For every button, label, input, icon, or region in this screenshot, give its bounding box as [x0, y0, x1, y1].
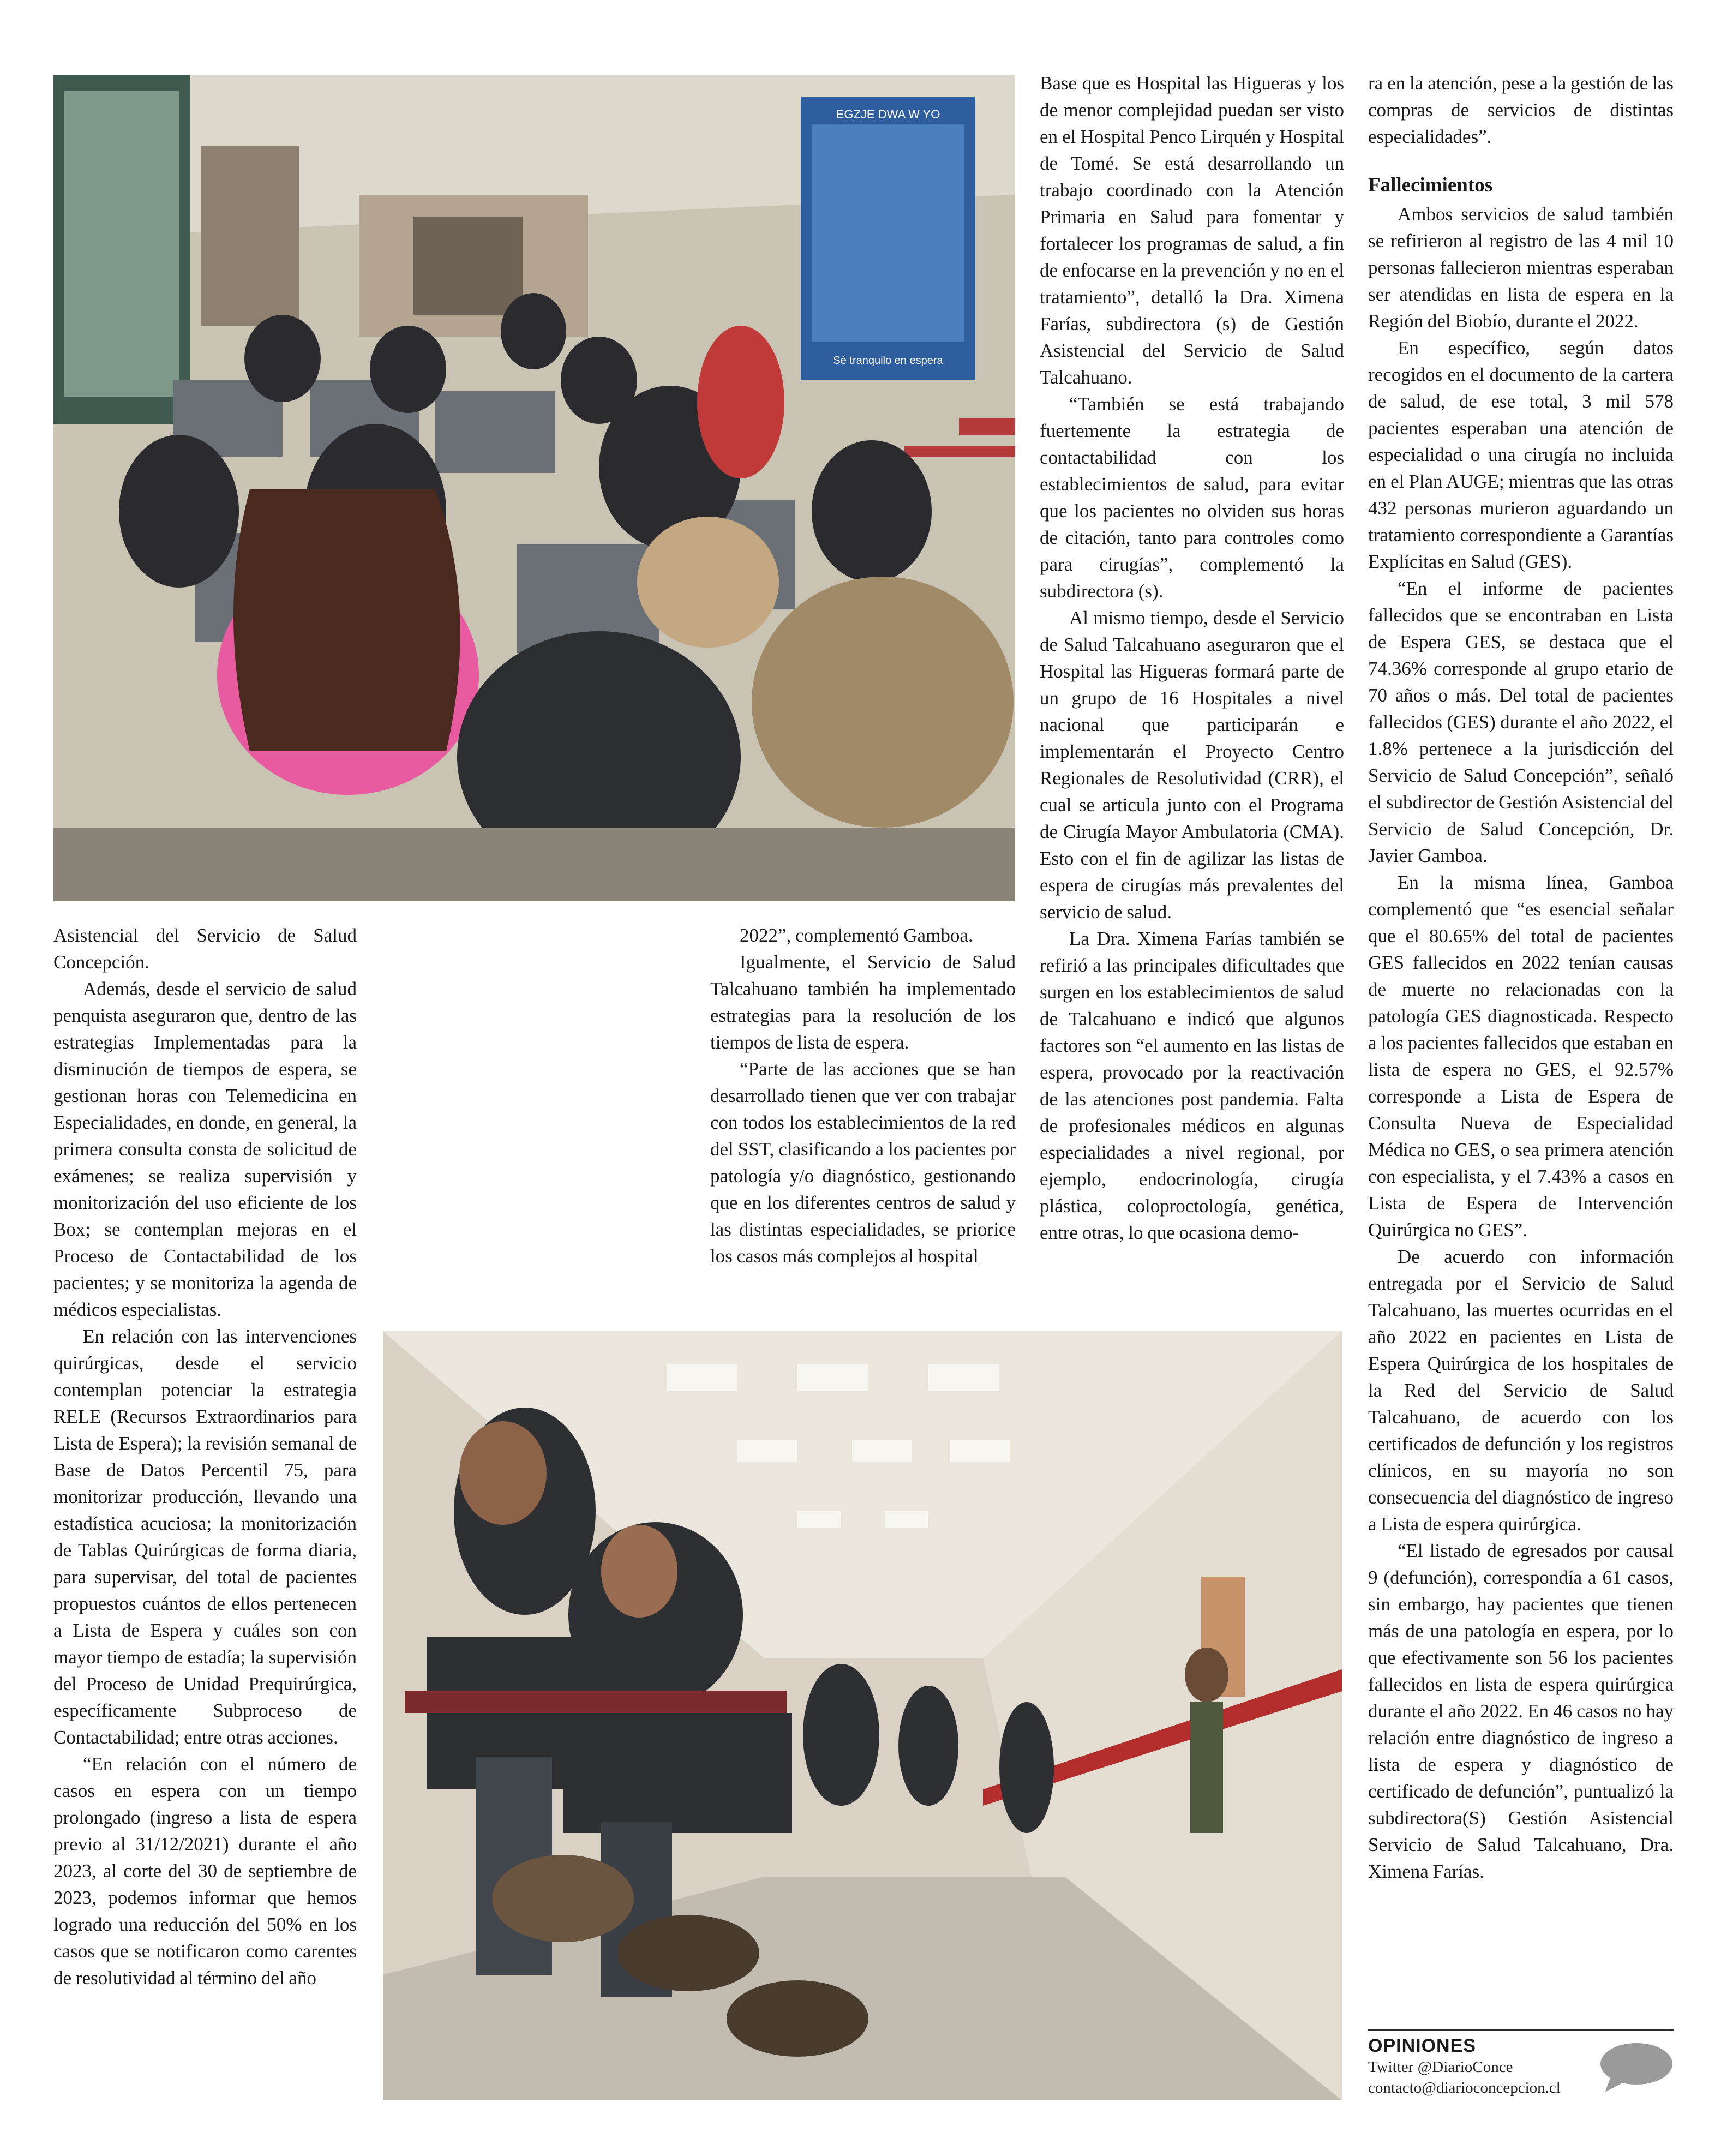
paragraph: Al mismo tiempo, desde el Servicio de Salud Talcahuano aseguraron que el Hospital las Higueras formará parte de un grupo de 16 Hospitales a nivel nacional que participarán e implementarán el Proyecto Centro Regionales de Resolutividad (CRR), el cual se articula junto con el Programa de Cirugía Mayor Ambulatoria (CMA). Esto con el fin de agilizar las listas de espera de cirugías más prevalentes del servicio de salud. — [1040, 607, 1344, 923]
paragraph: “En el informe de pacientes fallecidos que se encontraban en Lista de Espera GES, se destaca que el 74.36% corresponde al grupo etario de 70 años o más. Del total de pacientes fallecidos (GES) durante el año 2022, el 1.8% pertenece a la jurisdicción del Servicio de Salud Concepción”, señaló el subdirector de Gestión Asistencial del Servicio de Salud Concepción, Dr. Javier Gamboa. — [1368, 578, 1674, 866]
paragraph: Igualmente, el Servicio de Salud Talcahuano también ha implementado estrategias para la resolución de los tiempos de lista de espera. — [710, 951, 1016, 1053]
paragraph: De acuerdo con información entregada por el Servicio de Salud Talcahuano, las muertes ocurridas en el año 2022 en pacientes en Lista de Espera Quirúrgica de los hospitales de la Red del Servicio de Salud Talcahuano, de acuerdo con los certificados de defunción y los registros clínicos, en su mayoría no son consecuencia del diagnóstico de ingreso a Lista de espera quirúrgica. — [1368, 1246, 1674, 1535]
paragraph: Ambos servicios de salud también se refirieron al registro de las 4 mil 10 personas fallecieron mientras esperaban ser atendidas en lista de espera en la Región del Biobío, durante el 2022. — [1368, 203, 1674, 332]
article-column-2 — [710, 922, 1016, 1269]
paragraph: En relación con las intervenciones quirúrgicas, desde el servicio contemplan potenciar la estrategia RELE (Recursos Extraordinarios para Lista de Espera); la revisión semanal de Base de Datos Percentil 75, para monitorizar producción, llevando una estadística acuciosa; la monitorización de Tablas Quirúrgicas de forma diaria, para supervisar, del total de pacientes propuestos cuántos de ellos pertenecen a Lista de Espera y cuáles son con mayor tiempo de estadía; la supervisión del Proceso de Unidad Prequirúrgica, específicamente Subproceso de Contactabilidad; entre otras acciones. — [53, 1326, 357, 1748]
paragraph: “El listado de egresados por causal 9 (defunción), correspondía a 61 casos, sin embargo, hay pacientes que tienen más de una patología en espera, por lo que efectivamente son 56 los pacientes fallecidos en lista de espera quirúrgica durante el año 2022. En 46 casos no hay relación entre diagnóstico de ingreso a lista de espera y diagnóstico de certificado de defunción”, puntualizó la subdirectora(S) Gestión Asistencial Servicio de Salud Talcahuano, Dra. Ximena Farías. — [1368, 1540, 1674, 1882]
paragraph: “También se está trabajando fuertemente la estrategia de contactabilidad con los establecimientos de salud, para evitar que los pacientes no olviden sus horas de citación, tanto para controles como para cirugías”, complementó la subdirectora (s). — [1040, 393, 1344, 602]
paragraph: 2022”, complementó Gamboa. — [740, 925, 973, 946]
paragraph: “Parte de las acciones que se han desarrollado tienen que ver con trabajar con todos los establecimientos de la red del SST, clasificando a los pacientes por patología y/o diagnóstico, gestionando que en los diferentes centros de salud y las distintas especialidades, se priorice los casos más complejos al hospital — [710, 1058, 1016, 1267]
paragraph: En la misma línea, Gamboa complementó que “es esencial señalar que el 80.65% del total de pacientes GES fallecidos en 2022 tenían causas de muerte no relacionadas con la patología GES diagnosticada. Respecto a los pacientes fallecidos que estaban en lista de espera no GES, el 92.57% corresponde a Lista de Espera de Consulta Nueva de Especialidad Médica no GES, o sea primera atención con especialista, y el 7.43% a casos en Lista de Espera de Intervención Quirúrgica no GES”. — [1368, 872, 1674, 1241]
paragraph: “En relación con el número de casos en espera con un tiempo prolongado (ingreso a lista de espera previo al 31/12/2021) durante el año 2023, al corte del 30 de septiembre de 2023, podemos informar que hemos logrado una reducción del 50% en los casos que se notificaron como carentes de resolutividad al término del año — [53, 1753, 357, 1989]
waiting-room-photo — [53, 75, 1015, 901]
twitter-handle[interactable]: Twitter @DiarioConce — [1368, 2058, 1513, 2076]
paragraph: En específico, según datos recogidos en el documento de la cartera de salud, de ese total, 3 mil 578 pacientes esperaban una atención de especialidad o una cirugía no incluida en el Plan AUGE; mientras que las otras 432 personas murieron aguardando un tratamiento correspondiente a Garantías Explícitas en Salud (GES). — [1368, 337, 1674, 572]
opinions-box — [1368, 2029, 1674, 2113]
paragraph: ra en la atención, pese a la gestión de las compras de servicios de distintas especialidades”. — [1368, 73, 1674, 147]
poster-sign-bottom: Sé tranquilo en espera — [833, 355, 943, 367]
poster-sign-top: EGZJE DWA W YO — [836, 107, 940, 121]
paragraph: Base que es Hospital las Higueras y los de menor complejidad puedan ser visto en el Hospital Penco Lirquén y Hospital de Tomé. Se está desarrollando un trabajo coordinado con la Atención Primaria en Salud para fomentar y fortalecer los programas de salud, a fin de enfocarse en la prevención y no en el tratamiento”, detalló la Dra. Ximena Farías, subdirectora (s) de Gestión Asistencial del Servicio de Salud Talcahuano. — [1040, 73, 1344, 388]
paragraph: Además, desde el servicio de salud penquista aseguraron que, dentro de las estrategias Implementadas para la disminución de tiempos de espera, se gestionan horas con Telemedicina en Especialidades, en donde, en general, la primera consulta consta de solicitud de exámenes; se realiza supervisión y monitorización del uso eficiente de los Box; se contemplan mejoras en el Proceso de Contactabilidad de los pacientes; y se monitoriza la agenda de médicos especialistas. — [53, 978, 357, 1320]
section-heading: Fallecimientos — [1368, 174, 1493, 196]
article-column-1 — [53, 922, 357, 1991]
opinions-title: OPINIONES — [1368, 2035, 1476, 2056]
hospital-corridor-photo — [383, 1331, 1342, 2100]
contact-email[interactable]: contacto@diarioconcepcion.cl — [1368, 2079, 1561, 2097]
paragraph: Asistencial del Servicio de Salud Concepción. — [53, 925, 357, 973]
speech-bubble-icon — [1597, 2040, 1674, 2094]
article-column-4 — [1368, 70, 1674, 1885]
paragraph: La Dra. Ximena Farías también se refirió a las principales dificultades que surgen en los establecimientos de salud de Talcahuano e indicó que algunos factores son “el aumento en las listas de espera, provocado por la reactivación de las atenciones post pandemia. Falta de profesionales médicos en algunas especialidades a nivel regional, por ejemplo, endocrinología, cirugía plástica, coloproctología, genética, entre otras, lo que ocasiona demo- — [1040, 928, 1344, 1243]
article-column-3 — [1040, 70, 1344, 1246]
